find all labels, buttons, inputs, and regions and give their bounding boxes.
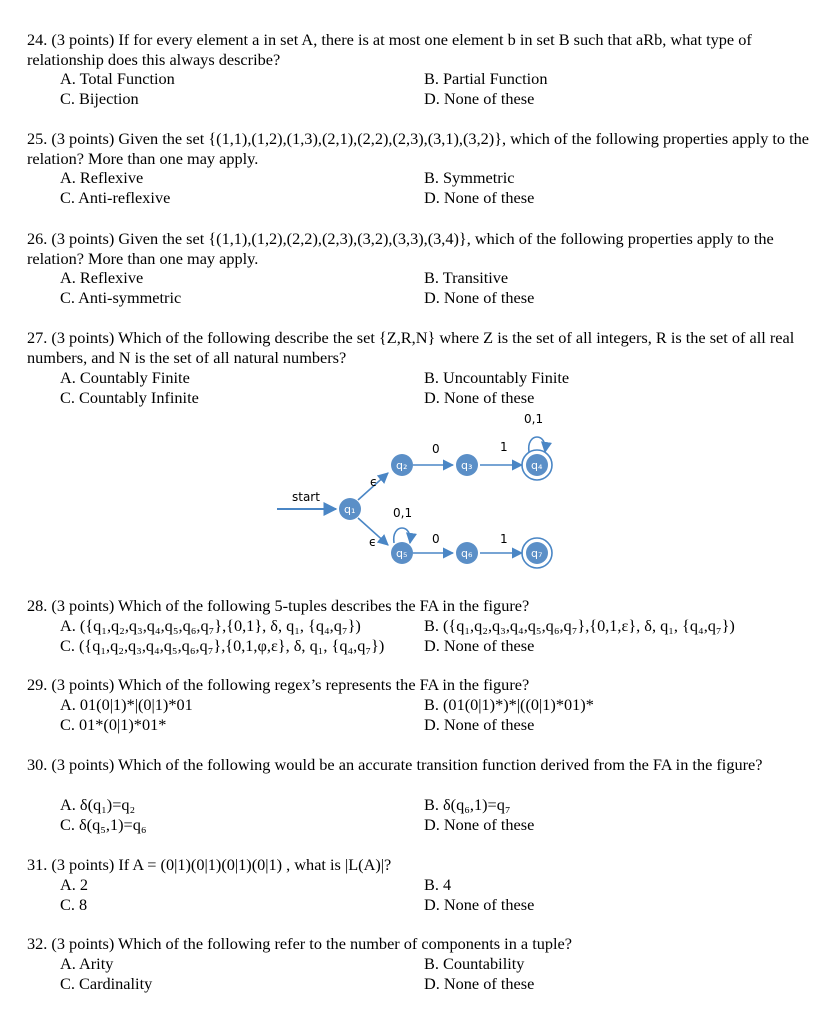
state-q3 <box>456 454 478 476</box>
edge-label-q5-q6: 0 <box>432 532 440 546</box>
question-stem: 25. (3 points) Given the set {(1,1),(1,2),(1,3),(2,1),(2,2),(2,3),(3,1),(3,2)}, which of the following properties apply to the relation? More than one may apply. <box>27 129 810 168</box>
option-c: C. ({q₁,q₂,q₃,q₄,q₅,q₆,q₇},{0,1,φ,ε}, δ, q₁, {q₄,q₇}) <box>60 636 385 655</box>
option-b: B. δ(q₆,1)=q₇ <box>424 795 511 814</box>
option-a: A. Arity <box>60 954 114 973</box>
option-d: D. None of these <box>424 388 535 407</box>
option-a: A. 01(0|1)*|(0|1)*01 <box>60 695 193 714</box>
option-d: D. None of these <box>424 188 535 207</box>
state-label-q6: q₆ <box>461 547 473 560</box>
state-label-q4: q₄ <box>531 459 543 472</box>
question-29 <box>27 675 817 695</box>
question-stem: 28. (3 points) Which of the following 5-tuples describes the FA in the figure? <box>27 596 530 615</box>
option-a: A. Total Function <box>60 69 175 88</box>
option-d: D. None of these <box>424 288 535 307</box>
option-b: B. (01(0|1)*)*|((0|1)*01)* <box>424 695 594 714</box>
option-d: D. None of these <box>424 89 535 108</box>
state-label-q5: q₅ <box>396 547 408 560</box>
question-32 <box>27 934 817 954</box>
option-c: C. Countably Infinite <box>60 388 199 407</box>
loop-q5 <box>394 528 411 543</box>
state-q4-accepting <box>522 450 552 480</box>
state-q6 <box>456 542 478 564</box>
question-27 <box>27 328 817 367</box>
state-q2 <box>391 454 413 476</box>
option-b: B. Transitive <box>424 268 509 287</box>
option-c: C. Bijection <box>60 89 139 108</box>
question-stem: 31. (3 points) If A = (0|1)(0|1)(0|1)(0|1) , what is |L(A)|? <box>27 855 392 874</box>
option-b: B. Uncountably Finite <box>424 368 570 387</box>
loop-label-q5: 0,1 <box>393 506 413 520</box>
option-a: A. ({q₁,q₂,q₃,q₄,q₅,q₆,q₇},{0,1}, δ, q₁, {q₄,q₇}) <box>60 616 361 635</box>
option-a: A. δ(q₁)=q₂ <box>60 795 136 814</box>
question-stem: 26. (3 points) Given the set {(1,1),(1,2),(2,2),(2,3),(3,2),(3,3),(3,4)}, which of the following properties apply to the relation? More than one may apply. <box>27 229 774 268</box>
question-31 <box>27 855 817 875</box>
state-q7-accepting <box>522 538 552 568</box>
question-24 <box>27 30 817 69</box>
start-label: start <box>292 490 320 504</box>
edge-label-q6-q7: 1 <box>500 532 508 546</box>
option-c: C. Anti-symmetric <box>60 288 182 307</box>
finite-automaton-diagram <box>270 405 570 580</box>
option-b: B. Countability <box>424 954 525 973</box>
option-d: D. None of these <box>424 815 535 834</box>
state-label-q3: q₃ <box>461 459 473 472</box>
option-a: A. Countably Finite <box>60 368 190 387</box>
state-q5 <box>391 542 413 564</box>
state-label-q1: q₁ <box>344 503 356 516</box>
option-b: B. 4 <box>424 875 452 894</box>
state-q1 <box>339 498 361 520</box>
question-stem: 27. (3 points) Which of the following describe the set {Z,R,N} where Z is the set of all integers, R is the set of all real numbers, and N is the set of all natural numbers? <box>27 328 795 367</box>
option-d: D. None of these <box>424 974 535 993</box>
state-label-q2: q₂ <box>396 459 408 472</box>
option-c: C. Anti-reflexive <box>60 188 171 207</box>
option-a: A. 2 <box>60 875 89 894</box>
option-a: A. Reflexive <box>60 268 144 287</box>
question-stem: 32. (3 points) Which of the following refer to the number of components in a tuple? <box>27 934 572 953</box>
option-b: B. Symmetric <box>424 168 515 187</box>
option-c: C. Cardinality <box>60 974 153 993</box>
question-26 <box>27 229 817 268</box>
question-stem: 29. (3 points) Which of the following regex’s represents the FA in the figure? <box>27 675 530 694</box>
question-stem: 24. (3 points) If for every element a in set A, there is at most one element b in set B such that aRb, what type of relationship does this always describe? <box>27 30 752 69</box>
edge-label-q1-q2: ϵ <box>370 475 378 489</box>
option-b: B. Partial Function <box>424 69 548 88</box>
edge-label-q2-q3: 0 <box>432 442 440 456</box>
option-c: C. 01*(0|1)*01* <box>60 715 167 734</box>
option-d: D. None of these <box>424 895 535 914</box>
option-c: C. 8 <box>60 895 88 914</box>
question-25 <box>27 129 817 168</box>
question-28 <box>27 596 817 616</box>
option-b: B. ({q₁,q₂,q₃,q₄,q₅,q₆,q₇},{0,1,ε}, δ, q₁, {q₄,q₇}) <box>424 616 735 635</box>
option-a: A. Reflexive <box>60 168 144 187</box>
question-stem: 30. (3 points) Which of the following would be an accurate transition function derived from the FA in the figure? <box>27 755 763 774</box>
question-30 <box>27 755 817 775</box>
loop-label-q4: 0,1 <box>524 412 544 426</box>
option-d: D. None of these <box>424 715 535 734</box>
option-d: D. None of these <box>424 636 535 655</box>
option-c: C. δ(q₅,1)=q₆ <box>60 815 147 834</box>
edge-label-q3-q4: 1 <box>500 440 508 454</box>
edge-label-q1-q5: ϵ <box>369 535 377 549</box>
state-label-q7: q₇ <box>531 547 543 560</box>
